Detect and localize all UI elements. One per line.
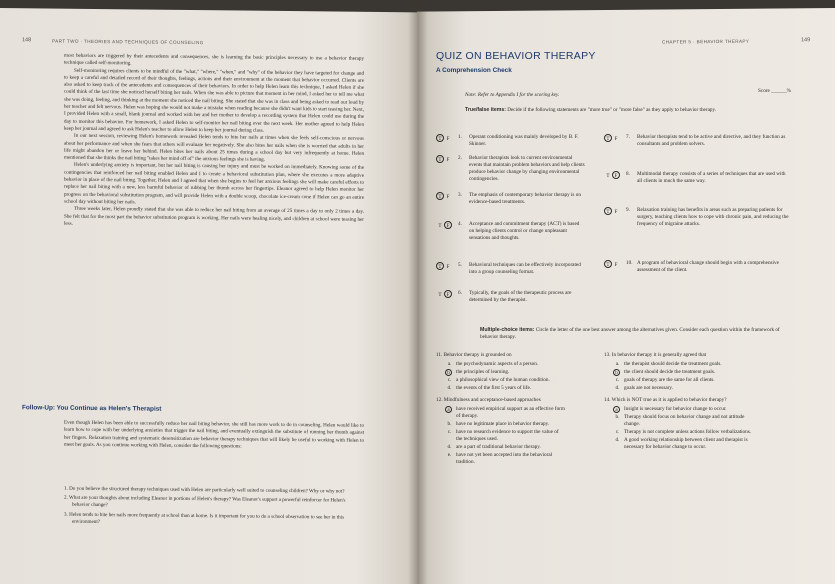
option-letter: a.: [615, 360, 620, 367]
true-option[interactable]: T: [438, 292, 442, 298]
option-text: are a part of traditional behavior therapy.: [456, 443, 541, 450]
paragraph: Three weeks later, Helen proudly stated that she was able to reduce her nail biting from an average of 25 times a day to only 2 times a day. She felt that for the most part the behavior substitution program is working. Her nails were healing nicely, and children at school were teasing her less.: [64, 206, 364, 227]
option-letter: b: [445, 369, 452, 376]
question-item: 3. Helen tends to bite her nails more frequently at school than at home. Is it important for you to do a school observation to see her in this environment?: [64, 511, 345, 525]
tf-instructions: [465, 107, 773, 114]
mc-question: 13. In behavior therapy it is generally agreed that: [604, 352, 707, 358]
false-option[interactable]: F: [444, 290, 452, 298]
mc-option[interactable]: [436, 369, 566, 376]
mc-option[interactable]: [436, 444, 566, 451]
option-letter: c.: [447, 428, 452, 435]
item-text: Behavioral techniques can be effectively incorporated into a group counseling format.: [469, 262, 581, 275]
false-option[interactable]: F: [612, 171, 620, 179]
option-text: a philosophical view of the human condition.: [456, 376, 550, 383]
false-option[interactable]: F: [446, 264, 450, 270]
false-option[interactable]: F: [614, 136, 618, 142]
option-letter: b.: [447, 420, 452, 427]
option-letter: c.: [447, 376, 452, 383]
item-text: Typically, the goals of the therapeutic process are determined by the therapist.: [469, 290, 572, 303]
tf-heading: True/false items:: [465, 107, 506, 113]
item-number: 6.: [458, 290, 462, 296]
left-page: [0, 8, 417, 584]
mc-option[interactable]: [604, 377, 754, 384]
mc-question: 11. Behavior therapy is grounded on: [436, 352, 512, 358]
option-text: A good working relationship between client and therapist is necessary for behavior change to occur.: [624, 436, 748, 450]
option-letter: b: [613, 369, 620, 376]
false-option[interactable]: F: [446, 157, 450, 163]
option-letter: a.: [447, 360, 452, 367]
false-option[interactable]: F: [446, 136, 450, 142]
item-text: Operant conditioning was mainly developed by B. F. Skinner.: [469, 134, 579, 147]
option-text: Therapy is not complete unless actions follow verbalizations.: [624, 428, 752, 435]
item-number: 2.: [458, 155, 462, 161]
item-text: The emphasis of contemporary behavior therapy is on evidence-based treatments.: [469, 192, 581, 205]
mc-option[interactable]: [436, 406, 566, 420]
mc-option[interactable]: [436, 421, 566, 428]
option-text: goals are not necessary.: [624, 384, 673, 391]
quiz-title: QUIZ ON BEHAVIOR THERAPY: [436, 50, 596, 62]
false-option[interactable]: F: [446, 194, 450, 200]
page-number: 149: [801, 37, 811, 44]
mc-option[interactable]: [604, 437, 754, 451]
option-text: the principles of learning.: [456, 368, 510, 375]
false-option[interactable]: F: [614, 262, 618, 268]
score-label: Score ______%: [758, 88, 791, 94]
tf-marks: [604, 134, 626, 143]
item-text: Behavior therapists tend to be active and directive, and they function as consultants and problem solvers.: [637, 134, 786, 147]
true-option[interactable]: T: [606, 173, 610, 179]
item-number: 7.: [626, 134, 630, 140]
section-heading: Follow-Up: You Continue as Helen's Therapist: [22, 404, 162, 413]
true-option[interactable]: T: [436, 262, 444, 270]
true-option[interactable]: T: [436, 155, 444, 163]
option-letter: d.: [615, 436, 620, 443]
question-item: 1. Do you believe the structured therapy techniques used with Helen are particularly well suited to counseling children? Why or why not?: [64, 485, 345, 495]
item-text: A program of behavioral change should begin with a comprehensive assessment of the client.: [637, 260, 779, 273]
option-text: goals of therapy are the same for all clients.: [624, 376, 715, 383]
mc-option[interactable]: [436, 377, 566, 384]
option-letter: c.: [615, 428, 620, 435]
mc-item: [604, 352, 754, 393]
true-option[interactable]: T: [438, 223, 442, 229]
mc-option[interactable]: [604, 406, 754, 413]
tf-instructions-text: Decide if the following statements are "more true" or "more false" as they apply to behavior therapy.: [507, 107, 717, 113]
mc-option[interactable]: [604, 385, 754, 392]
item-number: 3.: [458, 192, 462, 198]
option-text: have no legitimate place in behavior therapy.: [456, 420, 550, 427]
tf-marks: [436, 290, 458, 299]
true-option[interactable]: T: [436, 134, 444, 142]
tf-marks: [436, 262, 458, 271]
mc-option[interactable]: [436, 429, 566, 443]
option-text: the therapist should decide the treatment goals.: [624, 360, 722, 367]
tf-marks: [436, 192, 458, 201]
true-option[interactable]: T: [604, 207, 612, 215]
running-head: PART TWO · THEORIES AND TECHNIQUES OF COUNSELING: [52, 38, 204, 46]
tf-marks: [604, 171, 626, 180]
item-number: 9.: [626, 207, 630, 213]
option-text: the events of the first 5 years of life.: [456, 384, 532, 391]
tf-marks: [436, 155, 458, 164]
option-letter: b.: [615, 413, 620, 420]
quiz-subtitle: A Comprehension Check: [436, 67, 512, 74]
item-number: 8.: [626, 171, 630, 177]
tf-marks: [436, 221, 458, 230]
item-number: 1.: [458, 134, 462, 140]
tf-marks: [604, 207, 626, 216]
item-text: Behavior therapists look to current environmental events that maintain problem behaviors and help clients produce behavior change by changing environmental contingencies.: [469, 155, 585, 182]
false-option[interactable]: F: [444, 221, 452, 229]
mc-option[interactable]: [604, 369, 754, 376]
option-letter: a: [613, 406, 620, 413]
mc-item: [436, 352, 566, 393]
option-letter: e.: [447, 451, 452, 458]
item-number: 4.: [458, 221, 462, 227]
question-item: 2. What are your thoughts about including Eleanor in portions of Helen's therapy? Was Eleanor's support a powerful reinforcer for Helen's behavior change?: [64, 494, 346, 509]
mc-option[interactable]: [436, 452, 566, 466]
mc-question: 14. Which is NOT true as it is applied to behavior therapy?: [604, 397, 727, 403]
option-letter: c.: [615, 376, 620, 383]
option-letter: a: [445, 406, 452, 413]
option-letter: d.: [447, 384, 452, 391]
follow-up-questions: [64, 486, 364, 531]
option-text: have no research evidence to support the value of the techniques used.: [456, 428, 559, 442]
page-number: 148: [22, 37, 32, 44]
book-gutter: [408, 0, 428, 584]
true-option[interactable]: T: [604, 134, 612, 142]
paragraph: most behaviors are triggered by their antecedents and consequences, she is learning the basic principles necessary to use a behavior therapy technique called self-monitoring.: [64, 52, 364, 67]
item-number: 5.: [458, 262, 462, 268]
mc-option[interactable]: [604, 429, 754, 436]
mc-heading: Multiple-choice items:: [480, 327, 535, 333]
mc-option[interactable]: [436, 385, 566, 392]
follow-up-text: Even though Helen has been able to successfully reduce her nail biting behavior, she still has more work to do in counseling. Helen would like to learn how to cope with her underlying anxieties that trigger the nail biting, and eventually extinguish the substitute of running her thumb against her fingers. Relaxation training and systematic desensitization are behavior therapy techniques that will likely be useful to working with Helen to meet her goals. As you continue working with Helen, consider the following questions:: [64, 419, 364, 450]
paragraph: Helen's underlying anxiety is important, but her nail biting is causing her injury and must be worked on immediately. Knowing some of the contingencies that reinforced her nail biting enabled Helen and I to create a behavioral substitution plan, where she executes a more adaptive behavior in place of the nail biting. Together, Helen and I agreed that when she begins to feel her anxious feelings she will make careful efforts to replace her nail biting with a new, less harmful behavior of rubbing her thumb across her fingertips. Eleanor agreed to help Helen monitor her progress on the behavioral substitution program, and will provide Helen with a double scoop, chocolate ice-cream cone if Helen can go an entire school day without biting her nails.: [64, 162, 364, 206]
item-text: Relaxation training has benefits in areas such as preparing patients for surgery, teaching clients how to cope with chronic pain, and reducing the frequency of migraine attacks.: [637, 207, 789, 227]
true-option[interactable]: T: [436, 192, 444, 200]
running-head: CHAPTER 5 · BEHAVIOR THERAPY: [662, 38, 750, 45]
mc-question: 12. Mindfulness and acceptance-based approaches: [436, 397, 541, 403]
item-number: 10.: [626, 260, 633, 266]
mc-instructions: [480, 327, 780, 341]
mc-option[interactable]: [436, 361, 566, 368]
option-letter: d.: [615, 384, 620, 391]
option-text: the psychodynamic aspects of a person.: [456, 360, 539, 367]
option-text: have received empirical support as an effective form of therapy.: [456, 405, 565, 419]
option-letter: d.: [447, 443, 452, 450]
mc-item: [604, 397, 754, 452]
false-option[interactable]: F: [614, 209, 618, 215]
tf-marks: [436, 134, 458, 143]
mc-item: [436, 397, 566, 467]
option-text: Therapy should focus on behavior change and not attitude change.: [624, 413, 745, 427]
mc-option[interactable]: [604, 414, 754, 428]
body-text: [64, 53, 364, 231]
item-text: Acceptance and commitment therapy (ACT) is based on helping clients control or change unpleasant sensations and thoughts.: [469, 221, 580, 241]
mc-option[interactable]: [604, 361, 754, 368]
option-text: the client should decide the treatment goals.: [624, 368, 716, 375]
option-text: Insight is necessary for behavior change to occur.: [624, 405, 727, 412]
paragraph: Self-monitoring requires clients to be mindful of the "what," "where," "when," and "why" of the behavior they have targeted for change and to keep a careful and detailed record of their thoughts, feelings, actions and their environment at the moment that behavior occurred. Clients are also asked to keep track of the antecedents and consequences of their behaviors. In order to help Helen learn this technique, I asked Helen if she could think of the last time she noticed herself biting her nails. When she was able to picture that moment in her mind, I asked her to tell me what she was doing, feeling, and thinking at the moment she noticed the nail biting. She stated that she was in class and being asked to read out loud by her teacher and felt nervous. Helen was hoping she would not make a mistake when reading because she didn't want kids to start teasing her. Next, I provided Helen with a small, blank journal and worked with her and her mother to develop a recording system that Helen could use during the day to monitor this behavior. For homework, I asked Helen to self-monitor her nail biting over the next week. Her mother agreed to help Helen keep her journal and agreed to ask Helen's teacher to allow Helen to keep her journal during class.: [64, 67, 364, 134]
item-text: Multimodal therapy consists of a series of techniques that are used with all clients in much the same way.: [637, 171, 786, 184]
true-option[interactable]: T: [604, 260, 612, 268]
option-text: have not yet been accepted into the behavioral tradition.: [456, 451, 553, 465]
mc-instructions-text: Circle the letter of the one best answer among the alternatives given. Consider each question within the framework of behavior therapy.: [480, 327, 780, 340]
paragraph: In our next session, reviewing Helen's homework revealed Helen tends to bite her nails at times when she feels self-conscious or nervous about her performance and when she fears that others will evaluate her negatively. She also bites her nails when she is worried that adults in her life might abandon her or leave her behind. Helen bites her nails about 25 times during a school day but very infrequently at home. Helen mentioned that she thinks the nail biting "takes her mind off of" the anxious feelings she is having.: [64, 133, 364, 163]
scoring-note: Note: Refer to Appendix I for the scoring key.: [465, 92, 560, 98]
tf-marks: [604, 260, 626, 269]
